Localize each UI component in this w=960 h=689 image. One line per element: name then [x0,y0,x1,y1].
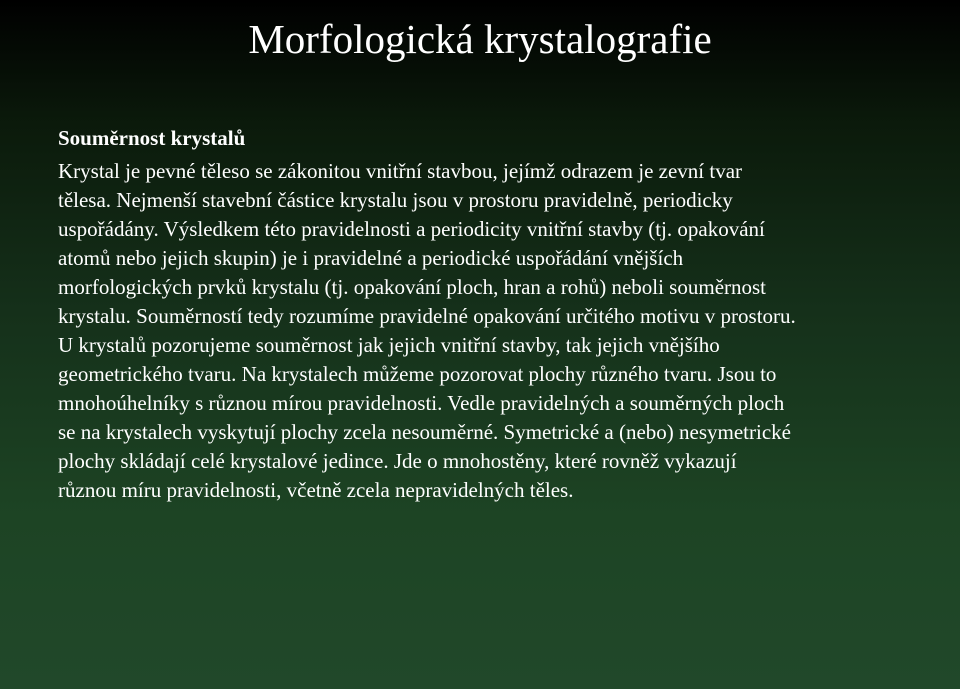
section-heading: Souměrnost krystalů [58,126,246,150]
paragraph-line: atomů nebo jejich skupin) je i pravidelné a periodické uspořádání vnějších [58,246,684,270]
paragraph-line: plochy skládají celé krystalové jedince. Jde o mnohostěny, které rovněž vykazují [58,449,737,473]
paragraph-line: morfologických prvků krystalu (tj. opakování ploch, hran a rohů) neboli souměrnost [58,275,767,299]
paragraph-line: geometrického tvaru. Na krystalech můžeme pozorovat plochy různého tvaru. Jsou to [58,362,777,386]
paragraph-line: se na krystalech vyskytují plochy zcela nesouměrné. Symetrické a (nebo) nesymetrické [58,420,791,444]
paragraph-line: Krystal je pevné těleso se zákonitou vnitřní stavbou, jejímž odrazem je zevní tvar [58,159,743,183]
body-paragraph [58,157,908,505]
paragraph-line: U krystalů pozorujeme souměrnost jak jejich vnitřní stavby, tak jejich vnějšího [58,333,720,357]
slide-title: Morfologická krystalografie [248,16,712,62]
paragraph-line: uspořádány. Výsledkem této pravidelnosti a periodicity vnitřní stavby (tj. opakování [58,217,765,241]
paragraph-line: krystalu. Souměrností tedy rozumíme pravidelné opakování určitého motivu v prostoru. [58,304,796,328]
paragraph-line: mnohoúhelníky s různou mírou pravidelnosti. Vedle pravidelných a souměrných ploch [58,391,785,415]
paragraph-line: tělesa. Nejmenší stavební částice krystalu jsou v prostoru pravidelně, periodicky [58,188,733,212]
paragraph-line: různou míru pravidelnosti, včetně zcela nepravidelných těles. [58,478,574,502]
